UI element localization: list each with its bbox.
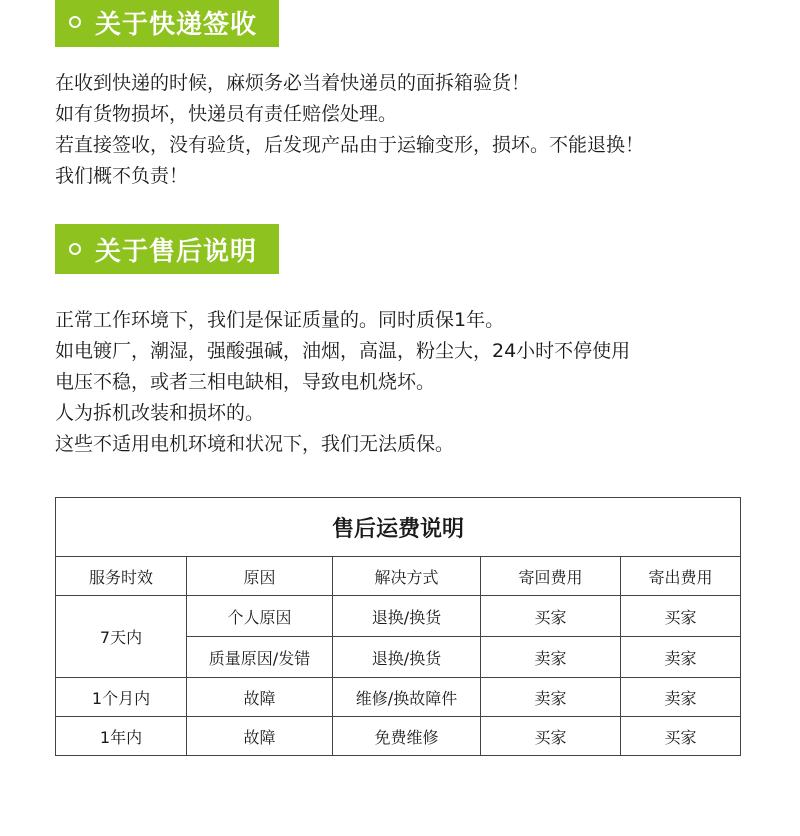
paragraph-line: 在收到快递的时候，麻烦务必当着快递员的面拆箱验货！ [55, 72, 531, 94]
section-title: 关于快递签收 [95, 9, 258, 40]
table-row [56, 678, 741, 717]
section-header-aftersales [55, 224, 279, 274]
section-header-delivery [55, 0, 279, 47]
paragraph-line: 人为拆机改装和损坏的。 [55, 402, 265, 424]
send-fee-cell: 买家 [621, 596, 741, 637]
solution-cell: 维修/换故障件 [333, 678, 481, 717]
paragraph-line: 正常工作环境下，我们是保证质量的。同时质保1年。 [55, 309, 505, 331]
paragraph-line: 如电镀厂，潮湿，强酸强碱，油烟，高温，粉尘大，24小时不停使用 [55, 340, 631, 362]
paragraph-line: 若直接签收，没有验货，后发现产品由于运输变形，损坏。不能退换！ [55, 134, 645, 156]
send-fee-cell: 卖家 [621, 678, 741, 717]
paragraph-line: 如有货物损坏，快递员有责任赔偿处理。 [55, 103, 398, 125]
return-fee-cell: 买家 [481, 717, 621, 756]
solution-cell: 退换/换货 [333, 596, 481, 637]
return-fee-cell: 买家 [481, 596, 621, 637]
table-row [56, 717, 741, 756]
period-cell: 1个月内 [56, 678, 187, 717]
return-fee-cell: 卖家 [481, 637, 621, 678]
delivery-paragraph [55, 68, 644, 192]
table-row [56, 596, 741, 637]
column-header: 解决方式 [333, 557, 481, 596]
table-header-row [56, 557, 741, 596]
paragraph-line: 我们概不负责！ [55, 165, 189, 187]
solution-cell: 免费维修 [333, 717, 481, 756]
table-title: 售后运费说明 [56, 498, 741, 557]
solution-cell: 退换/换货 [333, 637, 481, 678]
circle-bullet-icon [69, 243, 81, 255]
period-cell: 7天内 [56, 596, 187, 678]
paragraph-line: 这些不适用电机环境和状况下，我们无法质保。 [55, 433, 455, 455]
column-header: 原因 [187, 557, 333, 596]
send-fee-cell: 卖家 [621, 637, 741, 678]
column-header: 寄出费用 [621, 557, 741, 596]
shipping-fee-table [55, 497, 741, 756]
send-fee-cell: 买家 [621, 717, 741, 756]
period-cell: 1年内 [56, 717, 187, 756]
paragraph-line: 电压不稳，或者三相电缺相，导致电机烧坏。 [55, 371, 436, 393]
section-title: 关于售后说明 [95, 236, 258, 267]
circle-bullet-icon [69, 16, 81, 28]
reason-cell: 质量原因/发错 [187, 637, 333, 678]
reason-cell: 故障 [187, 678, 333, 717]
reason-cell: 个人原因 [187, 596, 333, 637]
column-header: 服务时效 [56, 557, 187, 596]
reason-cell: 故障 [187, 717, 333, 756]
aftersales-paragraph [55, 305, 630, 460]
return-fee-cell: 卖家 [481, 678, 621, 717]
column-header: 寄回费用 [481, 557, 621, 596]
